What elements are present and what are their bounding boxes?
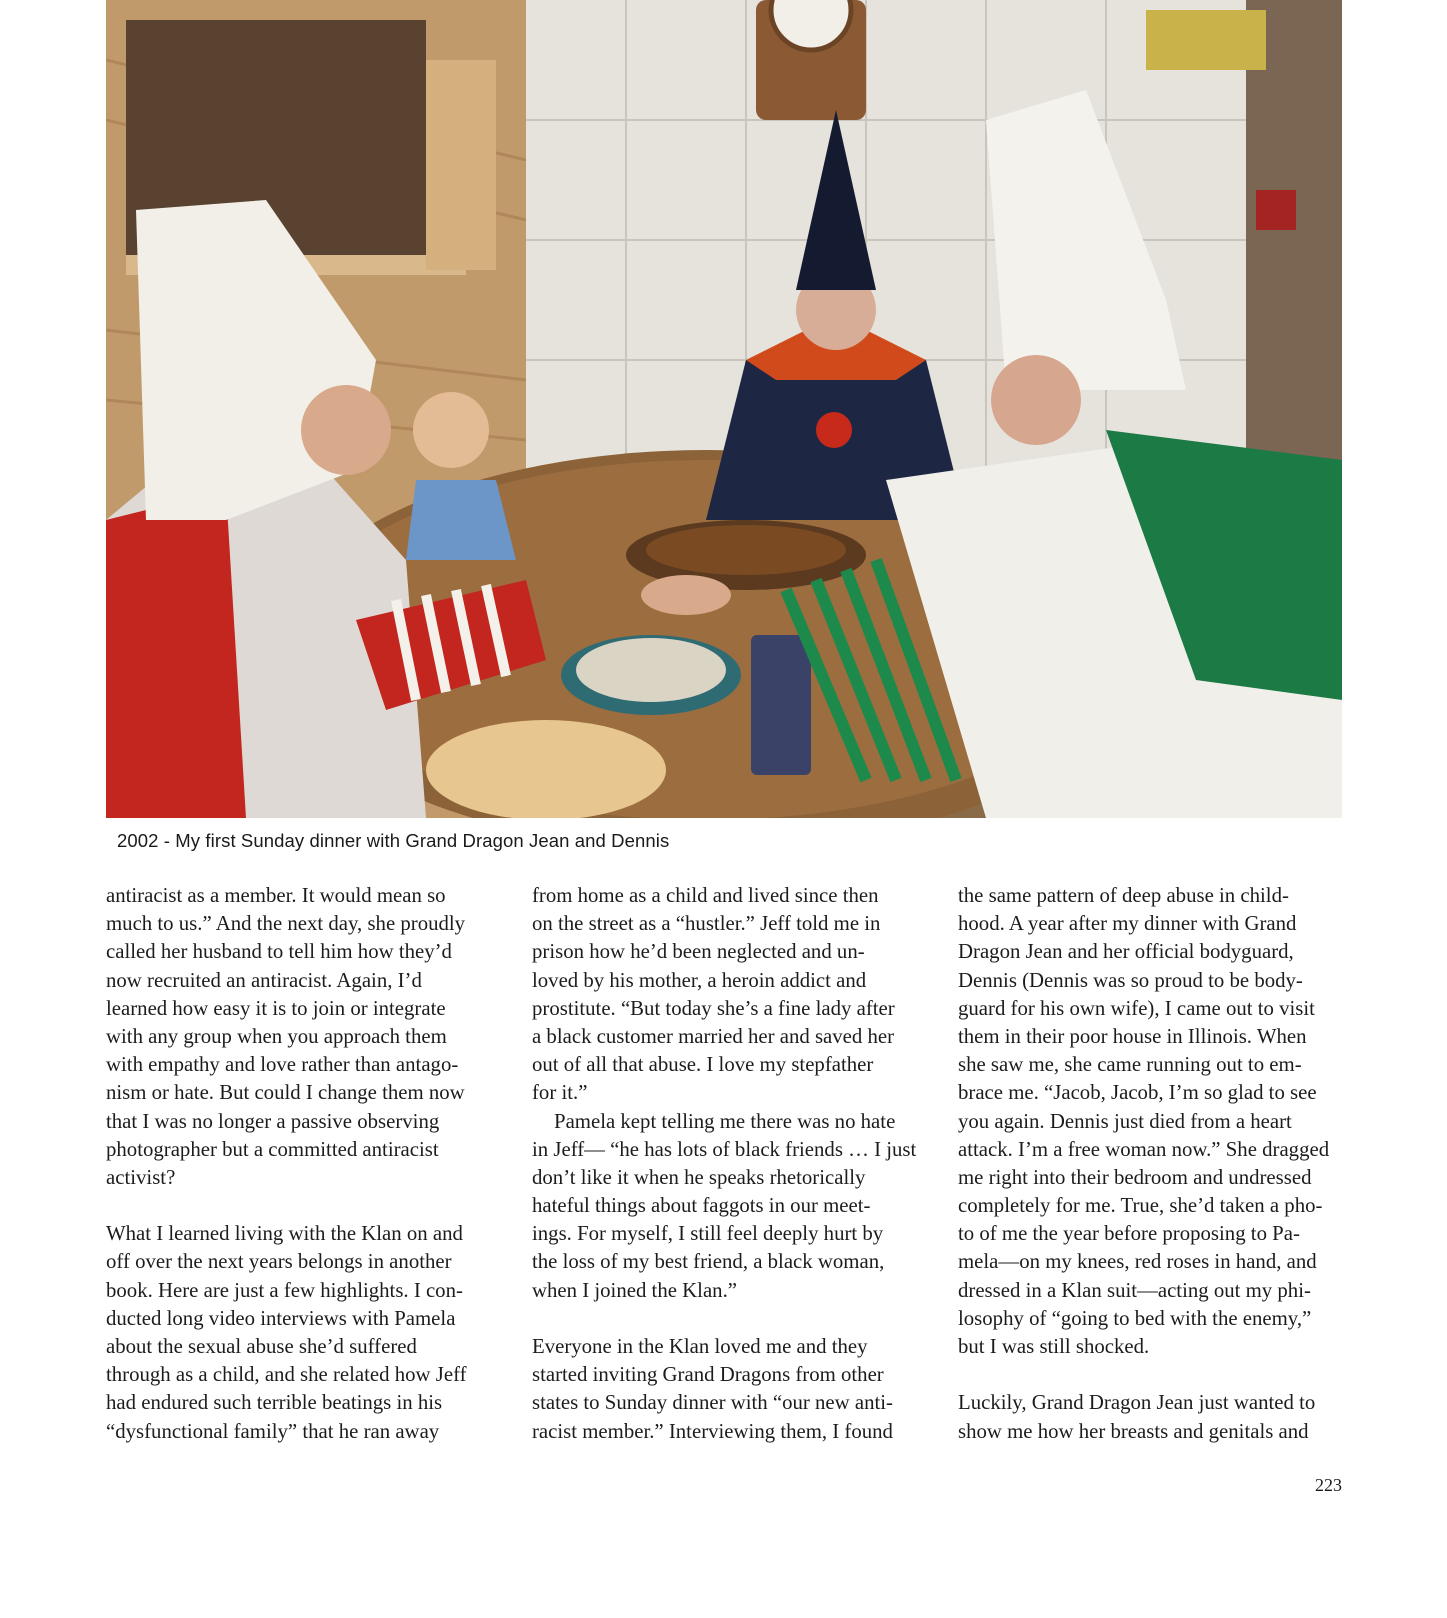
text-line: on the street as a “hustler.” Jeff told me in: [532, 912, 881, 936]
text-line: when I joined the Klan.”: [532, 1278, 738, 1302]
text-line: Everyone in the Klan loved me and they: [532, 1335, 868, 1358]
text-line: off over the next years belongs in another: [106, 1250, 452, 1274]
text-line: antiracist as a member. It would mean so: [106, 884, 446, 907]
text-line: me right into their bedroom and undressed: [958, 1165, 1312, 1189]
text-line: to of me the year before proposing to Pa-: [958, 1222, 1300, 1246]
text-line: learned how easy it is to join or integrate: [106, 996, 446, 1020]
text-line: she saw me, she came running out to em-: [958, 1053, 1302, 1077]
text-line: hateful things about faggots in our meet-: [532, 1194, 871, 1218]
text-line: states to Sunday dinner with “our new anti-: [532, 1391, 893, 1415]
text-line: started inviting Grand Dragons from other: [532, 1363, 884, 1387]
text-line: show me how her breasts and genitals and: [958, 1419, 1309, 1443]
text-line: Dennis (Dennis was so proud to be body-: [958, 968, 1303, 992]
body-text: [106, 882, 1353, 1442]
text-line: hood. A year after my dinner with Grand: [958, 912, 1297, 936]
text-line: through as a child, and she related how Jeff: [106, 1363, 467, 1387]
text-line: completely for me. True, she’d taken a pho-: [958, 1194, 1323, 1218]
text-line: prostitute. “But today she’s a fine lady after: [532, 996, 895, 1020]
text-line: brace me. “Jacob, Jacob, I’m so glad to see: [958, 1081, 1317, 1105]
text-line: out of all that abuse. I love my stepfather: [532, 1053, 874, 1077]
photo: [106, 0, 1342, 818]
text-line: activist?: [106, 1165, 176, 1189]
text-line: photographer but a committed antiracist: [106, 1137, 439, 1161]
text-line: in Jeff— “he has lots of black friends … I just: [532, 1137, 917, 1161]
text-line: a black customer married her and saved her: [532, 1024, 895, 1048]
text-line: the loss of my best friend, a black woman,: [532, 1250, 885, 1274]
text-line: What I learned living with the Klan on and: [106, 1222, 463, 1246]
text-line: [106, 1192, 506, 1220]
text-line: ings. For myself, I still feel deeply hurt by: [532, 1222, 884, 1246]
text-line: them in their poor house in Illinois. When: [958, 1024, 1307, 1048]
text-line: much to us.” And the next day, she proudly: [106, 912, 466, 936]
text-column-2: [532, 882, 932, 1446]
text-line: nism or hate. But could I change them now: [106, 1081, 465, 1105]
text-line: with any group when you approach them: [106, 1024, 447, 1048]
text-line: Pamela kept telling me there was no hate: [554, 1109, 896, 1133]
text-line: don’t like it when he speaks rhetorically: [532, 1165, 866, 1189]
text-line: you again. Dennis just died from a heart: [958, 1109, 1292, 1133]
text-line: attack. I’m a free woman now.” She dragged: [958, 1137, 1330, 1161]
text-line: mela—on my knees, red roses in hand, and: [958, 1250, 1317, 1274]
text-line: Luckily, Grand Dragon Jean just wanted to: [958, 1391, 1316, 1415]
page-number: 223: [1315, 1475, 1342, 1495]
text-line: [958, 1361, 1358, 1389]
text-line: now recruited an antiracist. Again, I’d: [106, 968, 422, 992]
text-line: but I was still shocked.: [958, 1335, 1150, 1358]
text-line: called her husband to tell him how they’d: [106, 940, 452, 964]
photo-illustration: [106, 0, 1342, 818]
text-line: “dysfunctional family” that he ran away: [106, 1419, 440, 1443]
text-line: losophy of “going to bed with the enemy,”: [958, 1306, 1312, 1330]
text-column-3: [958, 882, 1358, 1446]
text-line: with empathy and love rather than antago-: [106, 1053, 459, 1077]
text-line: [532, 1305, 932, 1333]
text-line: that I was no longer a passive observing: [106, 1109, 440, 1133]
text-line: loved by his mother, a heroin addict and: [532, 968, 867, 992]
text-line: prison how he’d been neglected and un-: [532, 940, 865, 964]
text-column-1: [106, 882, 506, 1446]
text-line: had endured such terrible beatings in his: [106, 1391, 443, 1415]
photo-caption: 2002 - My first Sunday dinner with Grand Dragon Jean and Dennis: [117, 830, 670, 851]
text-line: Dragon Jean and her official bodyguard,: [958, 940, 1294, 964]
text-line: about the sexual abuse she’d suffered: [106, 1335, 417, 1358]
text-line: racist member.” Interviewing them, I found: [532, 1419, 893, 1443]
text-line: for it.”: [532, 1081, 588, 1105]
text-line: ducted long video interviews with Pamela: [106, 1306, 456, 1330]
text-line: the same pattern of deep abuse in child-: [958, 884, 1289, 907]
text-line: guard for his own wife), I came out to visit: [958, 996, 1315, 1020]
text-line: from home as a child and lived since then: [532, 884, 879, 907]
text-line: dressed in a Klan suit—acting out my phi-: [958, 1278, 1311, 1302]
text-line: book. Here are just a few highlights. I con-: [106, 1278, 463, 1302]
